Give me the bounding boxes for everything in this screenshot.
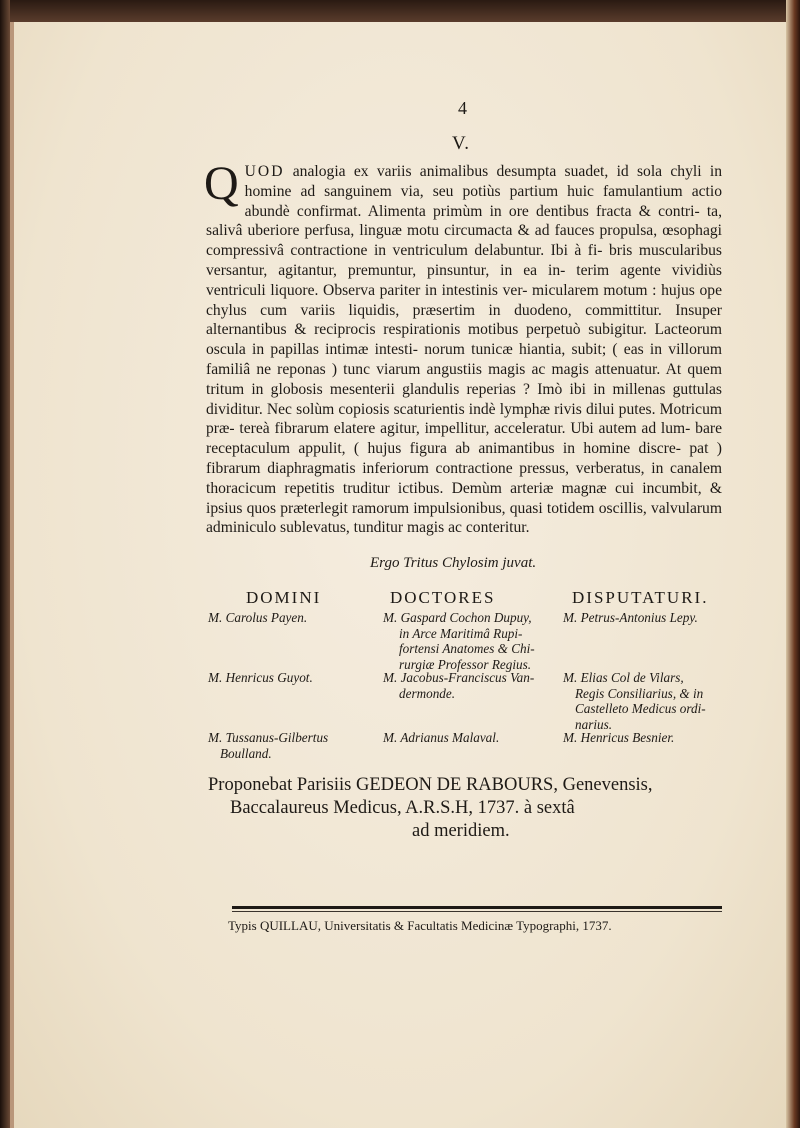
body-line: analogia ex variis animalibus desumpta suadet, id sola chyli xyxy=(292,163,702,180)
body-line: bris muscularibus versantur, agitantur, premuntur, pinsuntur, in ea in- xyxy=(206,242,722,279)
thesis-conclusion: Ergo Tritus Chylosim juvat. xyxy=(370,555,537,571)
thesis-body xyxy=(204,157,723,538)
page-number: 4 xyxy=(458,98,467,118)
body-line: mesenterii glandulis reperias ? Imò ibi in millenas guttulas dividitur. Nec xyxy=(206,380,722,418)
body-line: viarum angustiis magis ac magis attenuatur. At quem tritum in globosis xyxy=(206,360,722,398)
body-line: œsophagi compressivâ contractione in ventriculum delabuntur. Ibi à fi- xyxy=(206,222,722,260)
book-fore-edge xyxy=(786,0,800,1128)
doctor-entry: M. Adrianus Malaval. xyxy=(383,730,500,745)
lead-small-caps: UOD xyxy=(244,163,285,180)
proponebat-line: ad meridiem. xyxy=(412,821,510,841)
proponebat-line: Baccalaureus Medicus, A.R.S.H, 1737. à sextâ xyxy=(230,798,575,818)
doctor-entry: M. Tussanus-Gilbertus Boulland. xyxy=(208,730,329,761)
doctor-entry: M. Gaspard Cochon Dupuy, in Arce Maritimâ Rupi- fortensi Anatomes & Chi- rurgiæ Professor Regius. xyxy=(383,610,535,672)
body-line: in homine ad sanguinem via, seu potiùs partium huic famulantium xyxy=(244,163,723,200)
proponebat-block xyxy=(208,774,728,843)
body-line: terim agente vividiùs ventriculi liquore. Observa pariter in intestinis ver- xyxy=(206,261,722,299)
book-top-edge xyxy=(0,0,800,22)
doctor-entry: M. Carolus Payen. xyxy=(208,610,308,625)
proponebat-line: Proponebat Parisiis GEDEON DE RABOURS, Genevensis, xyxy=(208,775,653,795)
body-line: ta, salivâ uberiore perfusa, linguæ motu circumacta & ad fauces propulsa, xyxy=(206,202,722,240)
body-line: conteritur. xyxy=(465,519,530,537)
doctor-entry: M. Henricus Guyot. xyxy=(208,670,313,685)
doctor-entry: M. Jacobus-Franciscus Van- dermonde. xyxy=(383,670,535,701)
body-line: cui incumbit, & ipsius quos præterlegit ramorum impulsionibus, quasi xyxy=(206,479,723,517)
doctor-entry: M. Henricus Besnier. xyxy=(563,730,675,745)
divider-rule xyxy=(232,911,722,912)
doctor-entry: M. Petrus-Antonius Lepy. xyxy=(563,610,698,625)
body-line: motibus perpetuò subigitur. Lacteorum oscula in papillas intimæ intesti- xyxy=(206,321,722,359)
body-line: duodeno, committitur. Insuper alternantibus & reciprocis respirationis xyxy=(206,301,722,339)
book-gutter xyxy=(0,0,10,1128)
body-line: norum tunicæ hiantia, subit; ( eas in villorum familiâ ne reponas ) tunc xyxy=(206,341,722,378)
body-line: pat ) fibrarum diaphragmatis inferiorum contractione pressus, verberatus, xyxy=(206,440,722,477)
section-numeral: V. xyxy=(452,133,471,154)
body-line: micularem motum : hujus ope chylus cum variis liquidis, præsertim in xyxy=(206,281,722,319)
heading-word: DISPUTATURI. xyxy=(572,588,709,607)
divider-rule xyxy=(232,906,722,909)
body-line: totidem oscillis, valvularum adminiculo sublevatus, tunditur magis ac xyxy=(206,499,722,537)
body-line: actio abundè confirmat. Alimenta primùm in ore dentibus fracta & contri- xyxy=(244,182,722,220)
body-line: bare receptaculum appulit, ( hujus figura ab animantibus in homine discre- xyxy=(206,420,723,458)
body-line: tereà fibrarum elatere agitur, impellitur, acceleratur. Ubi autem ad lum- xyxy=(239,420,691,438)
drop-cap: Q xyxy=(204,157,239,210)
body-line: solùm copiosis scaturientis indè lymphæ rivis dilui putes. Motricum præ- xyxy=(206,400,722,438)
heading-word: DOMINI xyxy=(246,588,322,607)
doctor-entry: M. Elias Col de Vilars, Regis Consiliarius, & in Castelleto Medicus ordi- narius. xyxy=(563,670,706,732)
printer-imprint: Typis QUILLAU, Universitatis & Facultatis Medicinæ Typographi, 1737. xyxy=(228,918,612,933)
body-line: in canalem thoracicum repetitis truditur ictibus. Demùm arteriæ magnæ xyxy=(206,459,722,497)
heading-word: DOCTORES xyxy=(390,588,496,607)
